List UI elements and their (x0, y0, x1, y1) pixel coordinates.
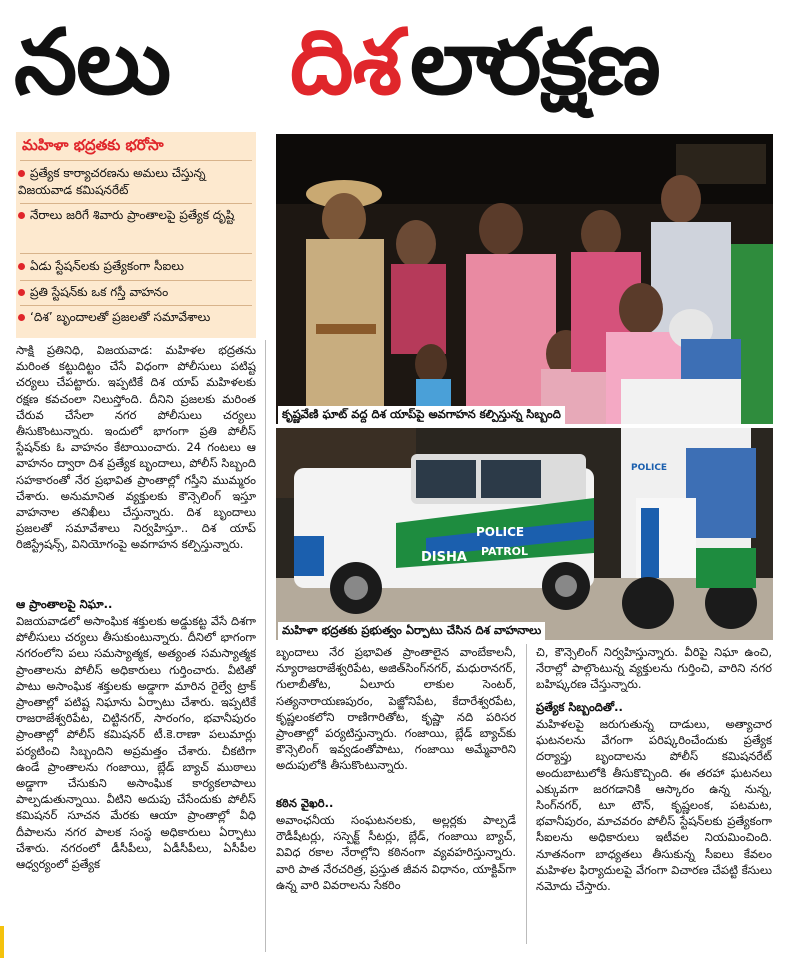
bullet-icon (18, 314, 25, 321)
highlights-title: మహిళా భద్రతకు భరోసా (22, 136, 164, 154)
headline-part: రక్షణ (488, 10, 660, 115)
photo-vehicles-image (276, 428, 773, 640)
headline-part: నలు (14, 10, 171, 115)
subheading: కఠిన వైఖరి.. (276, 796, 334, 810)
divider (20, 203, 252, 204)
headline-part: లా (410, 10, 504, 115)
photo-vehicles (276, 428, 773, 640)
photo-awareness (276, 134, 773, 424)
photo-caption: కృష్ణవేణి ఘాట్‌ వద్ద దిశ యాప్‌పై అవగాహన కల్పిస్తున్న సిబ్బంది (278, 406, 565, 425)
divider (20, 280, 252, 281)
bullet-icon (18, 170, 25, 177)
divider (20, 160, 252, 161)
bullet-icon (18, 263, 25, 270)
highlights-box (16, 132, 256, 338)
highlight-item: నేరాలు జరిగే శివారు ప్రాంతాలపై ప్రత్యేక దృష్టి (18, 207, 254, 224)
subheading: ప్రత్యేక సిబ్బందితో.. (536, 700, 623, 714)
page-marker (0, 926, 4, 958)
highlight-item: ప్రతి స్టేషన్‌కు ఒక గస్తీ వాహనం (18, 284, 254, 301)
highlight-item: ‘దిశ’ బృందాలతో ప్రజలతో సమావేశాలు (18, 309, 254, 326)
highlight-item: ఏడు స్టేషన్‌లకు ప్రత్యేకంగా సీఐలు (18, 258, 254, 275)
article-body: చి, కౌన్సెలింగ్‌ నిర్వహిస్తున్నారు. వీరిపై నిఘా ఉంచి, నేరాల్లో పాల్గొంటున్న వ్యక్తులను గుర్తించి, వారిని నగర బహిష్కరణ చేస్తున్నారు. (536, 645, 772, 692)
bullet-icon (18, 289, 25, 296)
bullet-icon (18, 212, 25, 219)
vehicle-label: POLICE (476, 525, 525, 539)
headline (0, 0, 786, 128)
article-body: మహిళలపై జరుగుతున్న దాడులు, అత్యాచార ఘటనలను వేగంగా పరిష్కరించేందుకు ప్రత్యేక దర్యాప్తు బృందాలను పోలీస్‌ కమిషనరేట్‌ అందుబాటులోకి తీసుకొచ్చింది. ఈ తరహా ఘటనలు ఎక్కువగా జరగడానికి ఆస్కారం ఉన్న నున్న, సింగ్‌నగర్, టూ టౌన్, కృష్ణలంక, పటమట, భవానీపురం, మాచవరం పోలీస్‌ స్టేషన్‌లకు ప్రత్యేకంగా సీఐలను అధికారులు ఇటీవల నియమించింది. నూతనంగా బాధ్యతలు తీసుకున్న సీఐలు కేవలం మహిళల ఫిర్యాదులపై వేగంగా విచారణ చేపట్టి కేసులు నమోదు చేస్తారు. (536, 717, 772, 894)
vehicle-label: POLICE (631, 463, 668, 473)
highlight-item: ప్రత్యేక కార్యాచరణను అమలు చేస్తున్న విజయవాడ కమిషనరేట్ (18, 166, 206, 197)
photo-awareness-image (276, 134, 773, 424)
vehicle-label: DISHA (421, 550, 467, 565)
photo-caption: మహిళా భద్రతకు ప్రభుత్వం ఏర్పాటు చేసిన దిశ వాహనాలు (278, 622, 545, 641)
subheading: ఆ ప్రాంతాలపై నిఘా.. (16, 597, 113, 611)
article-body: బృందాలు నేర ప్రభావిత ప్రాంతాలైన వాంబేకాలనీ, న్యూరాజరాజేశ్వరిపేట, అజిత్‌సింగ్‌నగర్, మధురానగర్, గులాబీతోట, ఏలూరు లాకుల సెంటర్, సత్యనారాయణపురం, పెజ్జోనిపేట, కేదారేశ్వరపేట, కృష్ణలంకలోని రాణిగారితోట, కృష్ణా నది పరిసర ప్రాంతాల్లో పర్యటిస్తున్నారు. గంజాయి, బ్లేడ్‌ బ్యాచ్‌కు కౌన్సెలింగ్‌ ఇవ్వడంతోపాటు, గంజాయి అమ్మేవారిని అదుపులోకి తీసుకొంటున్నారు. (276, 645, 516, 773)
article-intro: సాక్షి ప్రతినిధి, విజయవాడ: మహిళల భద్రతను మరింత కట్టుదిట్టం చేసే విధంగా పోలీసులు పటిష్ట చర్యలు చేపట్టారు. ఇప్పటికే దిశ యాప్‌ మహిళలకు రక్షణ కవచంలా నిలుస్తోంది. దీనిని ప్రజలకు మరింత చేరువ చేసేలా నగర పోలీసులు చర్యలు తీసుకొంటున్నారు. ఇందులో భాగంగా ప్రతి పోలీస్‌ స్టేషన్‌కు ఓ వాహనం కేటాయించారు. 24 గంటలు ఆ వాహనం ద్వారా దిశ ప్రత్యేక బృందాలు, పోలీస్‌ సిబ్బంది సహకారంతో నేర ప్రభావిత ప్రాంతాల్లో గస్తీని ముమ్మరం చేశారు. అనుమానిత వ్యక్తులకు కౌన్సెలింగ్‌ ఇస్తూ వాహనాల తనిఖీలు చేస్తున్నారు. దిశ బృందాలు ప్రజలతో సమావేశాలు నిర్వహిస్తూ.. దిశ యాప్‌ రిజిస్ట్రేషన్స్, వినియోగంపై అవగాహన కల్పిస్తున్నారు. (16, 343, 256, 552)
column-divider (265, 340, 266, 952)
article-body: విజయవాడలో అసాంఘిక శక్తులకు అడ్డుకట్ట వేసే దిశగా పోలీసులు చర్యలు తీసుకుంటున్నారు. దీనిలో భాగంగా నగరంలోని పలు సమస్యాత్మక, అత్యంత సమస్యాత్మక ప్రాంతాలను పోలీస్‌ అధికారులు గుర్తించారు. వీటితో పాటు అసాంఘిక శక్తులకు అడ్డాగా మారిన రైల్వే ట్రాక్‌ ప్రాంతాల్లో పటిష్ట నిఘాను ఏర్పాటు చేశారు. ఇప్పటికే రాజరాజేశ్వరిపేట, చిట్టినగర్, సారంగం, భవానీపురం ప్రాంతాల్లో పోలీస్‌ కమిషనర్‌ టీ.కె.రాణా పలుమార్లు పర్యటించి సిబ్బందిని అప్రమత్తం చేశారు. చీకటిగా ఉండే ప్రాంతాలను గంజాయి, బ్లేడ్‌ బ్యాచ్‌ ముఠాలు అడ్డాగా చేసుకుని అసాంఘిక కార్యకలాపాలు పాల్పడుతున్నాయి. వీటిని అదుపు చేసేందుకు పోలీస్‌ కమిషనర్‌ సూచన మేరకు ఆయా ప్రాంతాల్లో వీధి దీపాలను నగర పాలక సంస్థ అధికారులు ఏర్పాటు చేశారు. నగరంలో డీసీపీలు, ఏడీసీపీలు, ఏసీపీల ఆధ్వర్యంలో ప్రత్యేక (16, 614, 256, 872)
vehicle-label: PATROL (481, 545, 529, 558)
divider (20, 305, 252, 306)
divider (20, 253, 252, 254)
headline-highlight: దిశ (290, 10, 402, 115)
column-divider (526, 644, 527, 944)
article-body: అవాంఛనీయ సంఘటనలకు, అల్లర్లకు పాల్పడే రౌడీషీటర్లు, సస్పెక్ట్‌ సీటర్లు, బ్లేడ్, గంజాయి బ్యాచ్, వివిధ రకాల నేరాల్లోని కఠినంగా వ్యవహరిస్తున్నారు. వారి పాత నేరచరిత్ర, ప్రస్తుత జీవన విధానం, యాక్టివ్‌గా ఉన్న వారి వివరాలను సేకరిం (276, 813, 516, 892)
